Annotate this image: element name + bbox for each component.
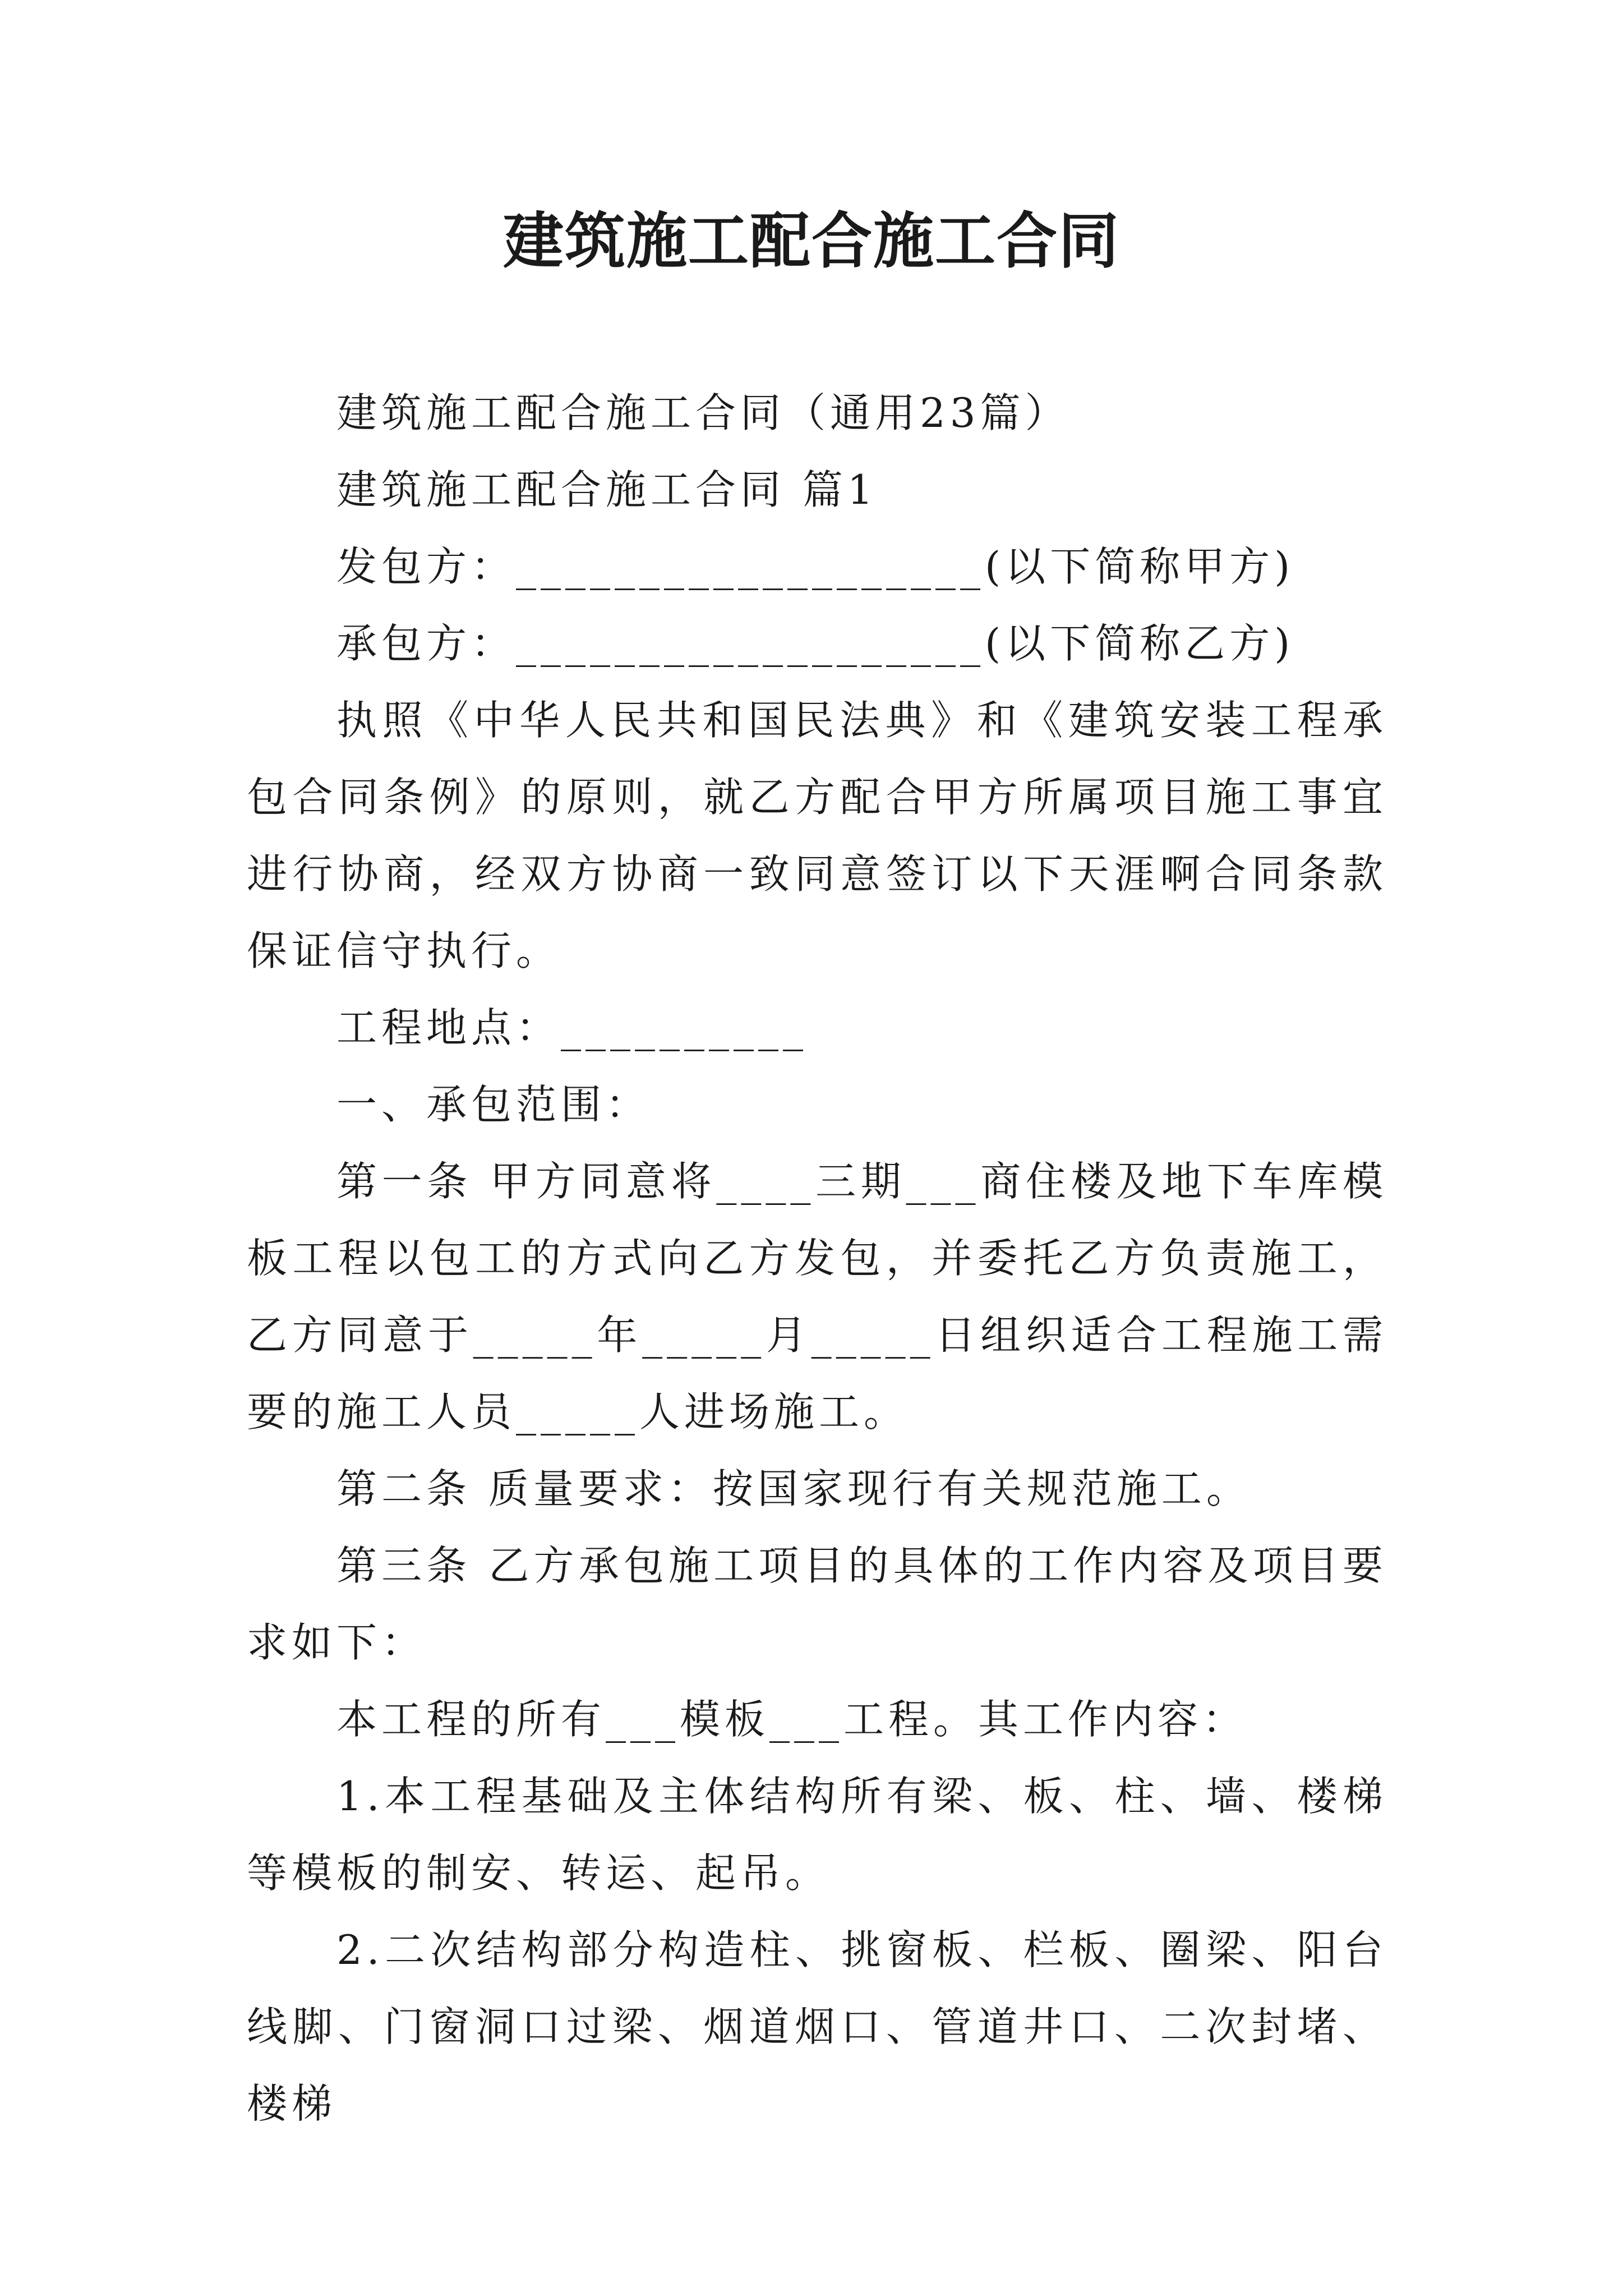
party-a-line: 发包方：___________________(以下简称甲方)	[336, 543, 1295, 590]
section-heading: 建筑施工配合施工合同 篇1	[336, 466, 878, 513]
preamble-paragraph: 执照《中华人民共和国民法典》和《建筑安装工程承包合同条例》的原则，就乙方配合甲方所属项目施工事宜进行协商，经双方协商一致同意签订以下天涯啊合同条款保证信守执行。	[247, 697, 1387, 974]
document-body	[247, 375, 1387, 2142]
article-3-paragraph: 第三条 乙方承包施工项目的具体的工作内容及项目要求如下：	[247, 1542, 1387, 1666]
document-title: 建筑施工配合施工合同	[502, 206, 1120, 277]
project-location-line: 工程地点：__________	[336, 1004, 808, 1051]
party-b-line: 承包方：___________________(以下简称乙方)	[336, 620, 1295, 667]
scope-heading: 一、承包范围：	[336, 1081, 651, 1128]
work-item-2: 2.二次结构部分构造柱、挑窗板、栏板、圈梁、阳台线脚、门窗洞口过梁、烟道烟口、管道井口、二次封堵、楼梯	[247, 1926, 1387, 2127]
subtitle-paragraph: 建筑施工配合施工合同（通用23篇）	[336, 389, 1070, 436]
article-1-paragraph: 第一条 甲方同意将____三期___商住楼及地下车库模板工程以包工的方式向乙方发包，并委托乙方负责施工，乙方同意于_____年_____月_____日组织适合工程施工需要的施工人员_____人进场施工。	[247, 1158, 1387, 1435]
work-content-paragraph: 本工程的所有___模板___工程。其工作内容：	[336, 1696, 1248, 1743]
article-2-paragraph: 第二条 质量要求：按国家现行有关规范施工。	[336, 1465, 1251, 1512]
work-item-1: 1.本工程基础及主体结构所有梁、板、柱、墙、楼梯等模板的制安、转运、起吊。	[247, 1773, 1387, 1897]
